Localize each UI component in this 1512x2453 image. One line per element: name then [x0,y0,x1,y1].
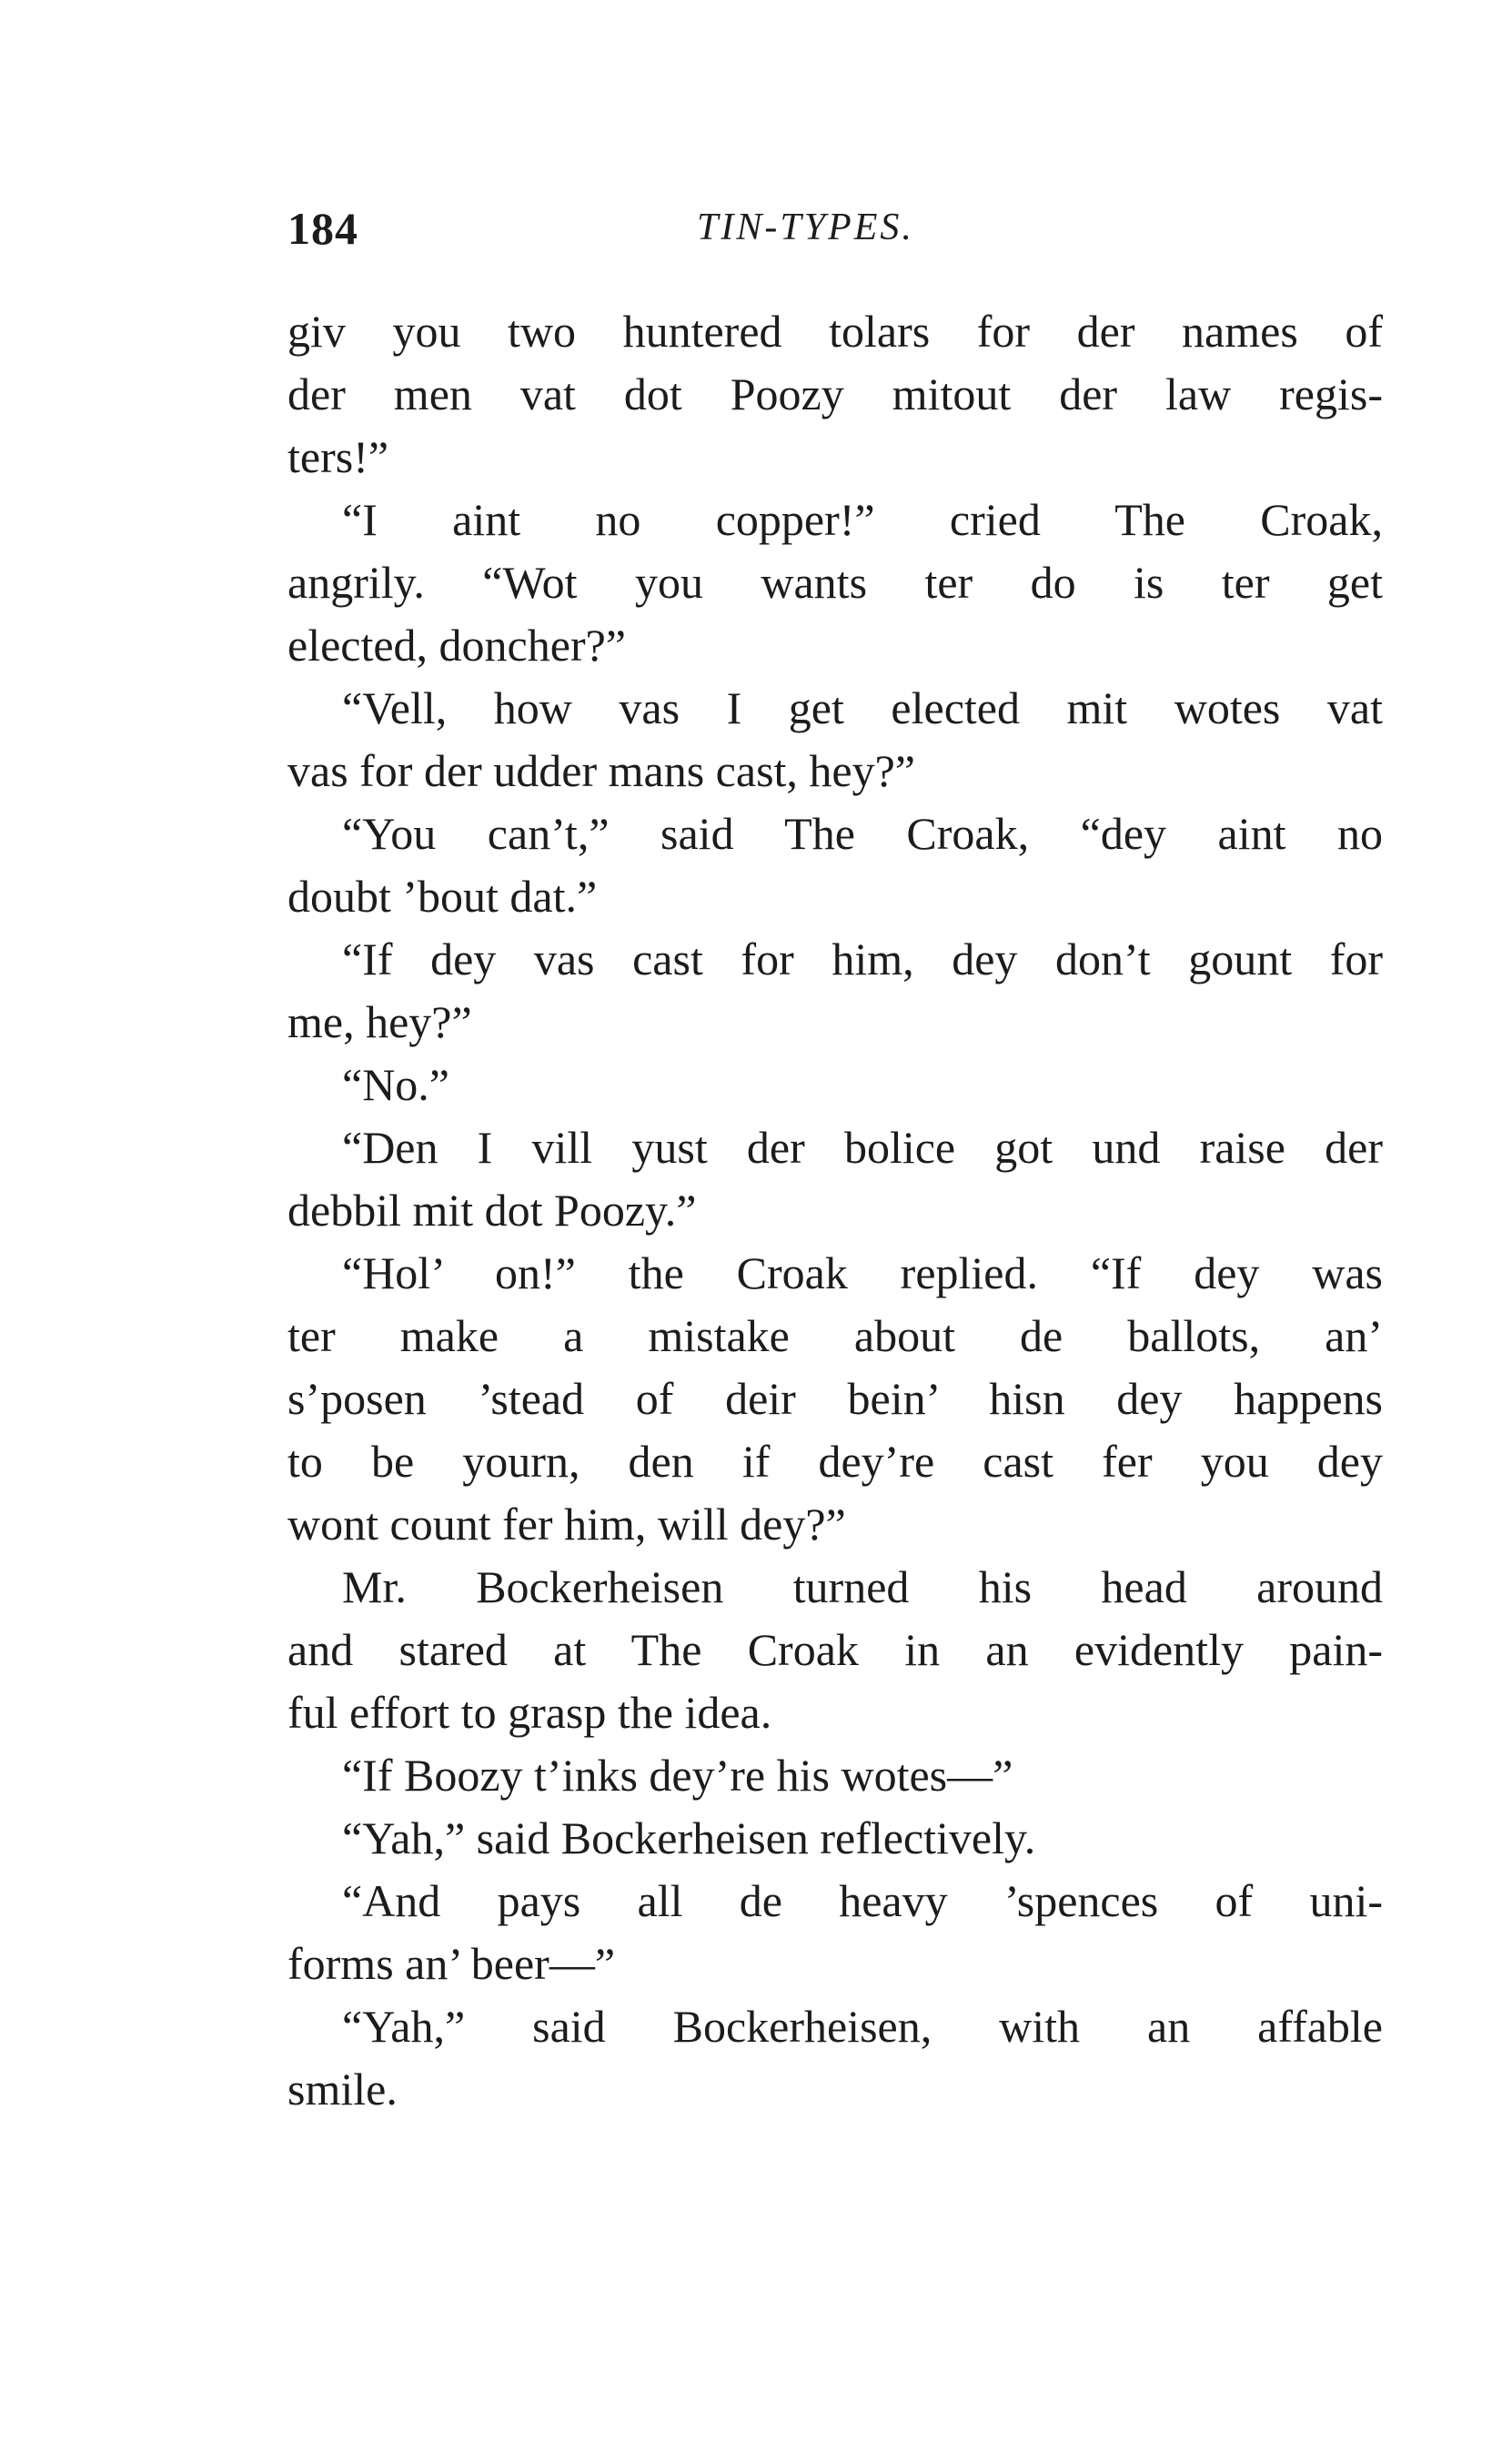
text-line: angrily. “Wot you wants ter do is ter get [287,557,1383,608]
text-line: “If Boozy t’inks dey’re his wotes—” [342,1750,1013,1801]
text-line: forms an’ beer—” [287,1938,616,1989]
text-line: “I aint no copper!” cried The Croak, [342,494,1383,545]
text-line: ter make a mistake about de ballots, an’ [287,1310,1383,1361]
text-line: wont count fer him, will dey?” [287,1499,846,1550]
text-line: debbil mit dot Poozy.” [287,1185,697,1236]
text-line: me, hey?” [287,996,472,1047]
body-text [287,300,1383,2121]
text-line: giv you two huntered tolars for der names of [287,306,1383,357]
text-line: Mr. Bockerheisen turned his head around [342,1561,1383,1612]
text-line: “Den I vill yust der bolice got und raise der [342,1122,1383,1173]
text-line: and stared at The Croak in an evidently pain- [287,1624,1383,1675]
page-header [287,202,1383,257]
text-line: “You can’t,” said The Croak, “dey aint no [342,808,1383,859]
text-line: ters!” [287,431,389,482]
text-line: “Yah,” said Bockerheisen, with an affable [342,2001,1383,2052]
running-title: TIN-TYPES. [697,207,914,248]
text-line: “If dey vas cast for him, dey don’t gount for [342,934,1383,984]
text-line: to be yourn, den if dey’re cast fer you dey [287,1436,1383,1487]
text-line: ful effort to grasp the idea. [287,1687,772,1738]
text-line: “And pays all de heavy ’spences of uni- [342,1875,1383,1926]
text-line: elected, doncher?” [287,620,626,671]
page-number: 184 [287,203,358,254]
text-line: vas for der udder mans cast, hey?” [287,745,915,796]
text-line: “Hol’ on!” the Croak replied. “If dey was [342,1247,1383,1298]
text-line: s’posen ’stead of deir bein’ hisn dey happens [287,1373,1383,1424]
text-line: “Vell, how vas I get elected mit wotes vat [342,682,1383,733]
text-line: “No.” [342,1059,449,1110]
text-line: smile. [287,2064,398,2115]
text-line: der men vat dot Poozy mitout der law regis- [287,368,1383,419]
text-line: doubt ’bout dat.” [287,871,598,922]
text-line: “Yah,” said Bockerheisen reflectively. [342,1812,1036,1863]
